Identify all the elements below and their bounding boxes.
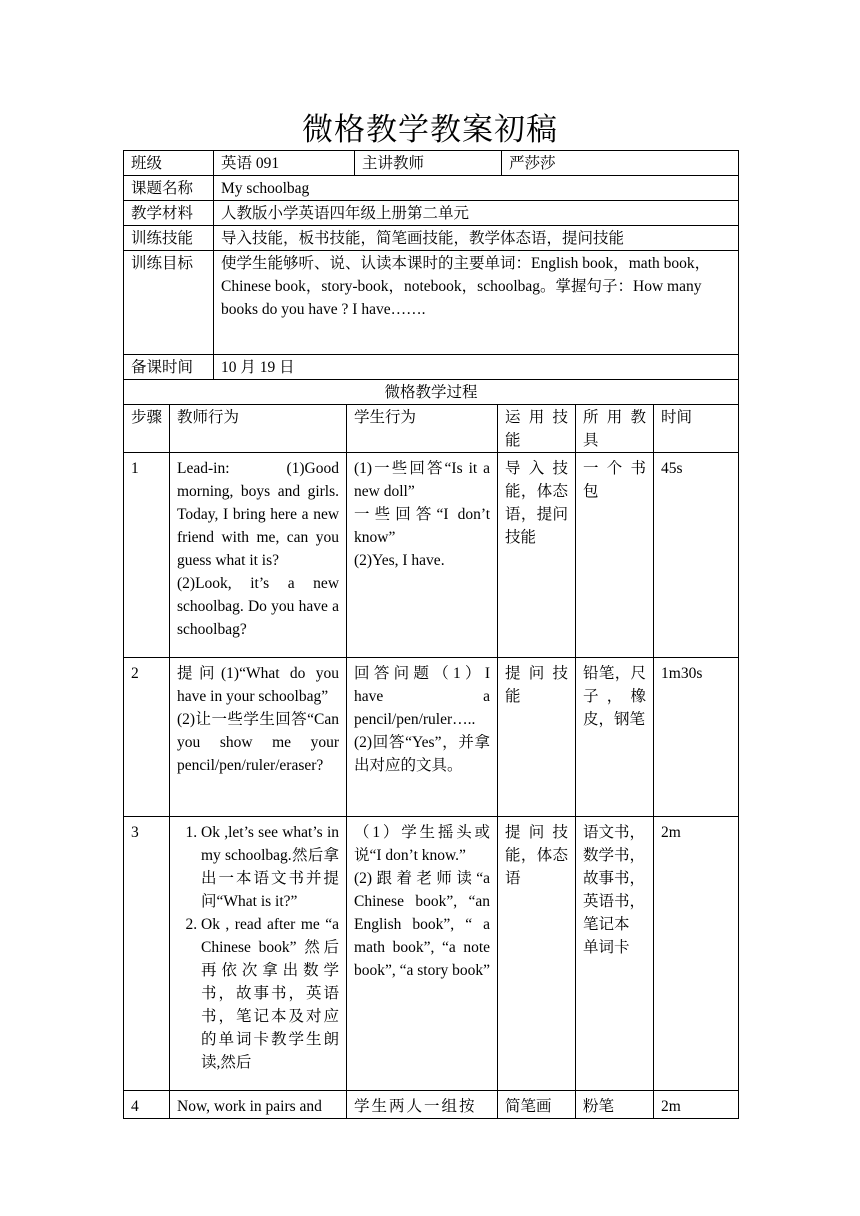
row-step: 2	[124, 658, 170, 817]
row-teacher	[170, 817, 347, 1091]
student-text: 一些回答“I don’t know”	[354, 506, 491, 546]
tools-text: 数学书，	[583, 847, 646, 864]
tools-text: 语文书，	[583, 824, 646, 841]
teacher-steps-list	[177, 821, 339, 1074]
topic-label: 课题名称	[124, 176, 214, 201]
row-tools: 铅笔，尺子，橡皮，钢笔	[576, 658, 654, 817]
header-student: 学生行为	[347, 405, 498, 453]
row-skill: 提 问 技能，体态语	[498, 817, 576, 1091]
teacher-value: 严莎莎	[502, 151, 739, 176]
teacher-text: Lead-in: (1)Good morning, boys and girls. Today, I bring here a new friend with me, can you guess what it is?	[177, 460, 340, 569]
material-label: 教学材料	[124, 201, 214, 226]
student-text: (2)跟着老师读“a Chinese book”, “an English book”, “ a math book”, “a note book”, “a story book”	[354, 870, 491, 979]
row-teacher	[170, 658, 347, 817]
row-tools: 粉笔	[576, 1091, 654, 1119]
prep-value: 10 月 19 日	[214, 355, 739, 380]
row-student	[347, 658, 498, 817]
header-step: 步骤	[124, 405, 170, 453]
class-row	[124, 151, 739, 176]
row-skill: 简笔画	[498, 1091, 576, 1119]
skills-value: 导入技能，板书技能，简笔画技能，教学体态语，提问技能	[214, 226, 739, 251]
material-value: 人教版小学英语四年级上册第二单元	[214, 201, 739, 226]
teacher-label: 主讲教师	[355, 151, 502, 176]
tools-text: 英语书，	[583, 893, 646, 910]
row-student	[347, 817, 498, 1091]
class-value: 英语 091	[214, 151, 355, 176]
goal-row	[124, 251, 739, 355]
row-tools	[576, 817, 654, 1091]
topic-row	[124, 176, 739, 201]
student-text: (2)Yes, I have.	[354, 552, 445, 569]
row-skill: 导入技能，体态语，提问技能	[498, 453, 576, 658]
row-step: 4	[124, 1091, 170, 1119]
row-teacher: Now, work in pairs and	[170, 1091, 347, 1119]
table-row	[124, 817, 739, 1091]
row-time: 1m30s	[654, 658, 739, 817]
list-item: 2. Ok , read after me “a Chinese book” 然后再依次拿出数学书，故事书，英语书，笔记本及对应的单词卡教学生朗读,然后	[201, 913, 339, 1074]
student-text: 回答问题（1）I have a pencil/pen/ruler…..	[354, 665, 491, 728]
prep-label: 备课时间	[124, 355, 214, 380]
table-row	[124, 1091, 739, 1119]
row-tools: 一 个 书包	[576, 453, 654, 658]
row-step: 1	[124, 453, 170, 658]
prep-row	[124, 355, 739, 380]
process-title: 微格教学过程	[124, 380, 739, 405]
header-tools: 所 用 教具	[576, 405, 654, 453]
table-row	[124, 453, 739, 658]
page-title: 微格教学教案初稿	[302, 112, 558, 147]
teacher-text: 提问(1)“What do you have in your schoolbag”	[177, 665, 340, 705]
tools-text: 故事书，	[583, 870, 646, 887]
goal-value: 使学生能够听、说、认读本课时的主要单词：English book，math book，Chinese book，story-book，notebook，schoolbag。掌握句子：How many books do you have ? I have…….	[214, 251, 739, 355]
row-skill: 提 问 技能	[498, 658, 576, 817]
row-teacher	[170, 453, 347, 658]
teacher-text: (2)让一些学生回答“Can you show me your pencil/pen/ruler/eraser?	[177, 711, 340, 774]
process-title-row	[124, 380, 739, 405]
material-row	[124, 201, 739, 226]
row-student: 学生两人一组按	[347, 1091, 498, 1119]
student-text: (2)回答“Yes”，并拿出对应的文具。	[354, 734, 491, 774]
teacher-text: (2)Look, it’s a new schoolbag. Do you have a schoolbag?	[177, 575, 340, 638]
row-step: 3	[124, 817, 170, 1091]
tools-text: 单词卡	[583, 939, 630, 956]
list-item: 1. Ok ,let’s see what’s in my schoolbag.然后拿出一本语文书并提问“What is it?”	[201, 821, 339, 913]
header-skill: 运 用 技能	[498, 405, 576, 453]
row-student	[347, 453, 498, 658]
student-text: （1）学生摇头或说“I don’t know.”	[354, 824, 491, 864]
tools-text: 笔记本	[583, 916, 630, 933]
topic-value: My schoolbag	[214, 176, 739, 201]
class-label: 班级	[124, 151, 214, 176]
lesson-plan-table	[123, 150, 739, 1119]
skills-label: 训练技能	[124, 226, 214, 251]
header-time: 时间	[654, 405, 739, 453]
row-time: 2m	[654, 817, 739, 1091]
header-row	[124, 405, 739, 453]
row-time: 45s	[654, 453, 739, 658]
row-time: 2m	[654, 1091, 739, 1119]
skills-row	[124, 226, 739, 251]
header-teacher: 教师行为	[170, 405, 347, 453]
student-text: (1)一些回答“Is it a new doll”	[354, 460, 491, 500]
table-row	[124, 658, 739, 817]
goal-label: 训练目标	[124, 251, 214, 355]
